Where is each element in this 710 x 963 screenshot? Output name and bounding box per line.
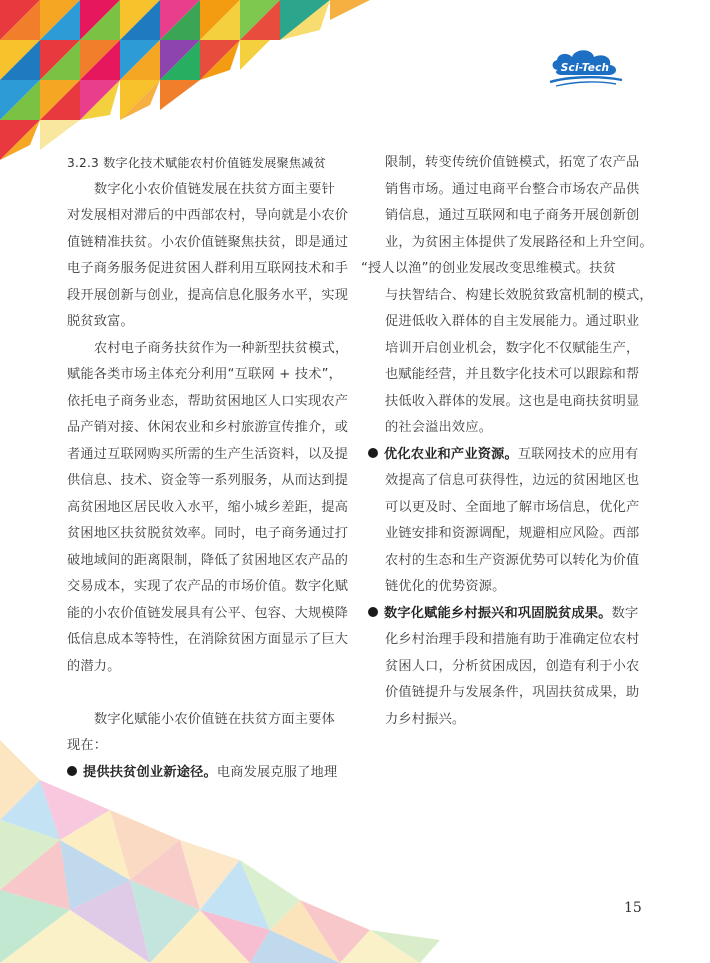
paragraph-line: 农村电子商务扶贫作为一种新型扶贫模式， [94, 340, 349, 356]
paragraph-line: 赋能各类市场主体充分利用“互联网 + 技术”， [67, 367, 343, 382]
paragraph-line: 也赋能经营，并且数字化技术可以跟踪和帮 [385, 367, 640, 382]
bullet-item-2 [368, 442, 646, 469]
top-left-triangle-pattern [0, 0, 380, 160]
paragraph-line: 者通过互联网购买所需的生产生活资料，以及提 [67, 446, 349, 462]
paragraph-line: 力乡村振兴。 [385, 711, 466, 727]
paragraph-line: 电子商务服务促进贫困人群利用互联网技术和手 [67, 261, 349, 276]
paragraph-line: 能的小农价值链发展具有公平、包容、大规模降 [67, 605, 349, 621]
bullet-item-3 [368, 601, 646, 628]
paragraph-line: 与扶智结合、构建长效脱贫致富机制的模式， [385, 287, 653, 303]
bullet-item-1 [67, 760, 344, 787]
paragraph-line: 化乡村治理手段和措施有助于准确定位农村 [385, 632, 640, 647]
paragraph-line: 效提高了信息可获得性，边远的贫困地区也 [385, 473, 640, 488]
bullet-title: 提供扶贫创业新途径。 [83, 764, 217, 780]
paragraph-line: 农村的生态和生产资源优势可以转化为价值 [385, 552, 640, 568]
paragraph-line: 值链精准扶贫。小农价值链聚焦扶贫，即是通过 [67, 234, 349, 250]
paragraph-line: 的潜力。 [67, 658, 121, 674]
paragraph-line: 数字化小农价值链发展在扶贫方面主要针 [94, 181, 335, 197]
sci-tech-logo [546, 46, 624, 90]
bullet-text: 电商发展克服了地理 [216, 764, 338, 780]
right-column [361, 150, 653, 733]
paragraph-line: 销售市场。通过电商平台整合市场农产品供 [385, 181, 640, 197]
paragraph-line: 高贫困地区居民收入水平，缩小城乡差距，提高 [67, 499, 349, 515]
bullet-icon [368, 607, 378, 617]
bullet-text: 互联网技术的应用有 [517, 446, 639, 462]
paragraph-line: 破地域间的距离限制，降低了贫困地区农产品的 [67, 552, 349, 568]
paragraph-line: 销信息，通过互联网和电子商务开展创新创 [385, 208, 640, 223]
paragraph-line: 品产销对接、休闲农业和乡村旅游宣传推介，或 [67, 420, 349, 435]
bullet-icon [67, 766, 77, 776]
paragraph-line: 低信息成本等特性，在消除贫困方面显示了巨大 [67, 632, 349, 647]
paragraph-line: 贫困人口，分析贫困成因，创造有利于小农 [385, 658, 640, 674]
paragraph-line: 价值链提升与发展条件，巩固扶贫成果，助 [385, 685, 640, 700]
bullet-icon [368, 448, 378, 458]
paragraph-line: 贫困地区扶贫脱贫效率。同时，电子商务通过打 [67, 526, 349, 541]
page-number: 15 [624, 900, 642, 916]
paragraph-line: 现在： [67, 738, 108, 753]
paragraph-line: “授人以渔”的创业发展改变思维模式。扶贫 [361, 261, 617, 276]
paragraph-line: 可以更及时、全面地了解市场信息，优化产 [385, 499, 640, 515]
section-heading: 3.2.3 数字化技术赋能农村价值链发展聚焦减贫 [67, 156, 327, 170]
paragraph-line: 限制，转变传统价值链模式，拓宽了农产品 [385, 155, 640, 170]
paragraph-line: 促进低收入群体的自主发展能力。通过职业 [385, 314, 640, 329]
paragraph-line: 的社会溢出效应。 [385, 420, 493, 435]
paragraph-line: 依托电子商务业态，帮助贫困地区人口实现农产 [67, 393, 349, 409]
paragraph-line: 业，为贫困主体提供了发展路径和上升空间。 [385, 234, 653, 250]
paragraph-line: 培训开启创业机会，数字化不仅赋能生产， [385, 340, 640, 356]
paragraph-line: 交易成本，实现了农产品的市场价值。数字化赋 [67, 579, 349, 594]
paragraph-line: 链优化的优势资源。 [385, 579, 506, 594]
paragraph-line: 供信息、技术、资金等一系列服务，从而达到提 [67, 473, 349, 488]
paragraph-line: 脱贫致富。 [67, 314, 134, 329]
logo-text: Sci-Tech [560, 62, 610, 74]
bullet-title: 数字化赋能乡村振兴和巩固脱贫成果。 [384, 605, 612, 621]
paragraph-line: 对发展相对滞后的中西部农村，导向就是小农价 [67, 208, 349, 223]
bullet-title: 优化农业和产业资源。 [384, 446, 518, 462]
paragraph-line: 扶低收入群体的发展。这也是电商扶贫明显 [385, 393, 640, 409]
paragraph-line [67, 680, 344, 707]
paragraph-line: 段开展创新与创业，提高信息化服务水平，实现 [67, 287, 349, 303]
paragraph-line: 业链安排和资源调配，规避相应风险。西部 [385, 526, 640, 541]
bullet-text: 数字 [611, 605, 639, 621]
paragraph-line: 数字化赋能小农价值链在扶贫方面主要体 [94, 711, 335, 727]
left-column [67, 150, 349, 786]
